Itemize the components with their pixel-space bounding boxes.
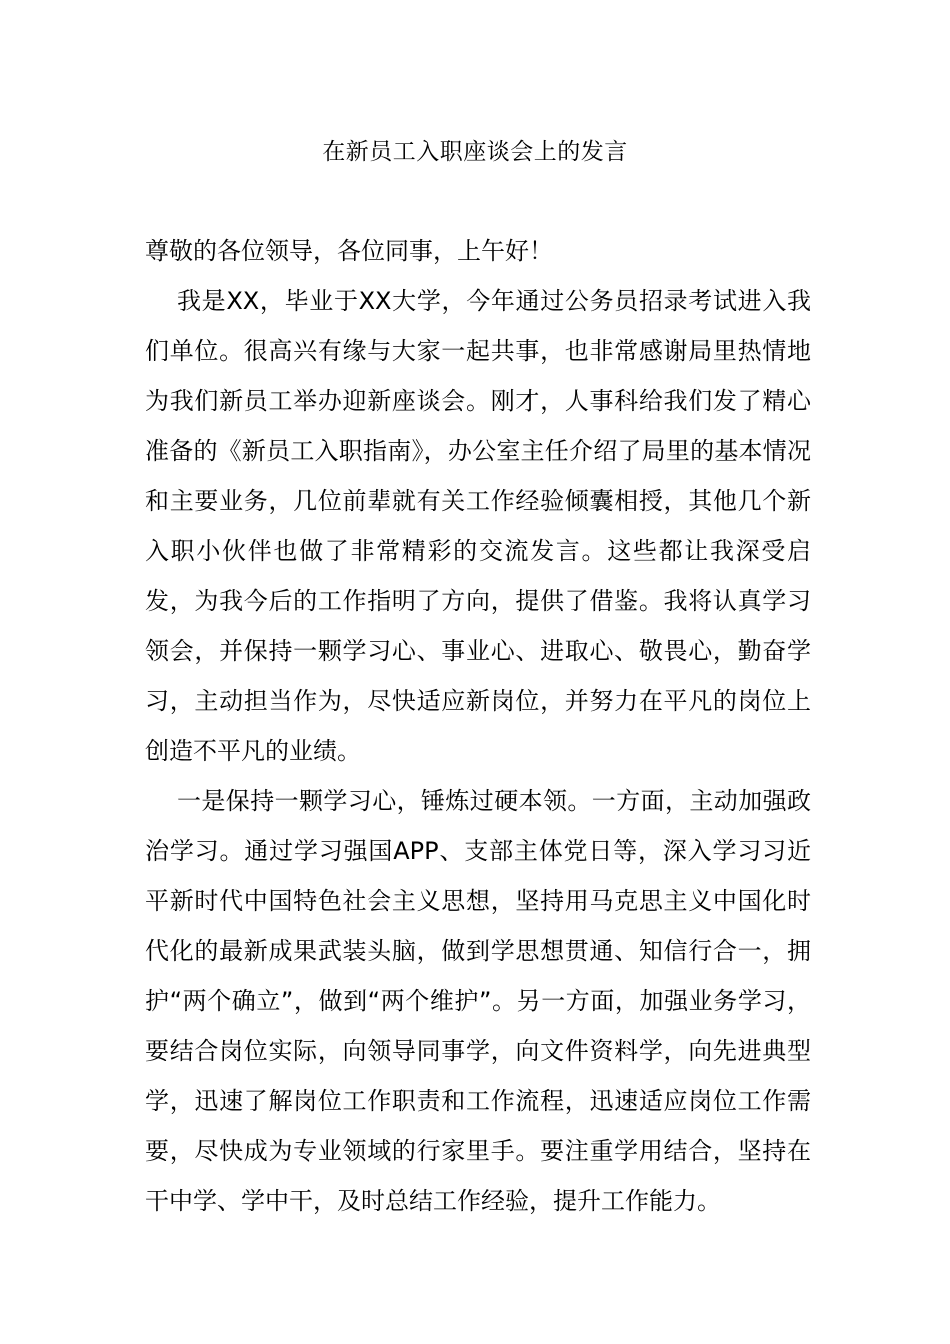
salutation: 尊敬的各位领导，各位同事，上午好！ <box>145 237 553 265</box>
document-title: 在新员工入职座谈会上的发言 <box>322 139 628 165</box>
document-body <box>145 226 811 1226</box>
paragraph-learning: 一是保持一颗学习心，锤炼过硬本领。一方面，主动加强政治学习。通过学习强国APP、支部主体党日等，深入学习习近平新时代中国特色社会主义思想，坚持用马克思主义中国化时代化的最新成果武装头脑，做到学思想贯通、知信行合一，拥护“两个确立”，做到“两个维护”。另一方面，加强业务学习，要结合岗位实际，向领导同事学，向文件资料学，向先进典型学，迅速了解岗位工作职责和工作流程，迅速适应岗位工作需要，尽快成为专业领域的行家里手。要注重学用结合，坚持在干中学、学中干，及时总结工作经验，提升工作能力。 <box>145 787 811 1215</box>
paragraph-intro: 我是XX，毕业于XX大学，今年通过公务员招录考试进入我们单位。很高兴有缘与大家一起共事，也非常感谢局里热情地为我们新员工举办迎新座谈会。刚才，人事科给我们发了精心准备的《新员工入职指南》，办公室主任介绍了局里的基本情况和主要业务，几位前辈就有关工作经验倾囊相授，其他几个新入职小伙伴也做了非常精彩的交流发言。这些都让我深受启发，为我今后的工作指明了方向，提供了借鉴。我将认真学习领会，并保持一颗学习心、事业心、进取心、敬畏心，勤奋学习，主动担当作为，尽快适应新岗位，并努力在平凡的岗位上创造不平凡的业绩。 <box>145 287 811 765</box>
